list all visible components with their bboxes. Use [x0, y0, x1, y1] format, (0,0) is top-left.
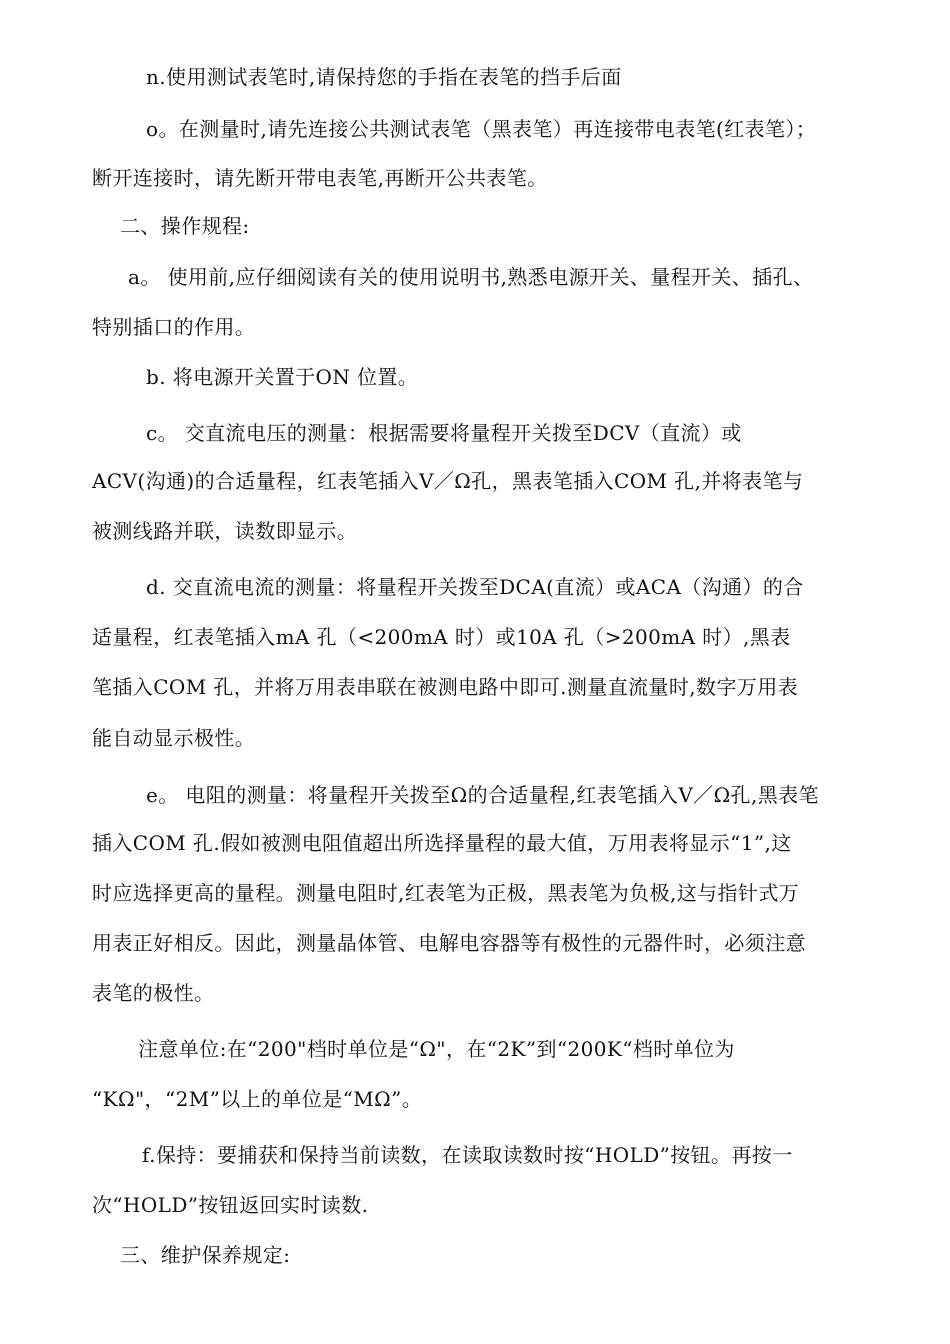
- text-line: n.使用测试表笔时,请保持您的手指在表笔的挡手后面: [146, 65, 622, 89]
- text-line: 笔插入COM 孔，并将万用表串联在被测电路中即可.测量直流量时,数字万用表: [92, 675, 799, 699]
- text-line: 表笔的极性。: [92, 981, 215, 1005]
- text-line: b. 将电源开关置于ON 位置。: [146, 365, 419, 389]
- text-line: 用表正好相反。因此，测量晶体管、电解电容器等有极性的元器件时，必须注意: [92, 931, 806, 955]
- text-line: 能自动显示极性。: [92, 726, 256, 750]
- text-line: 适量程，红表笔插入mA 孔（<200mA 时）或10A 孔（>200mA 时）,黑表: [92, 625, 791, 649]
- note-line: “KΩ"，“2M”以上的单位是“MΩ”。: [92, 1087, 423, 1111]
- section-heading: 二、操作规程:: [120, 214, 250, 238]
- text-line: f.保持：要捕获和保持当前读数，在读取读数时按“HOLD”按钮。再按一: [142, 1143, 793, 1167]
- text-line: 插入COM 孔.假如被测电阻值超出所选择量程的最大值，万用表将显示“1”,这: [92, 831, 792, 855]
- text-line: c。 交直流电压的测量：根据需要将量程开关拨至DCV（直流）或: [146, 421, 742, 445]
- text-line: ACV(沟通)的合适量程，红表笔插入V／Ω孔，黑表笔插入COM 孔,并将表笔与: [92, 469, 804, 493]
- text-line: 被测线路并联，读数即显示。: [92, 519, 358, 543]
- section-heading: 三、维护保养规定:: [120, 1243, 291, 1267]
- text-line: 断开连接时，请先断开带电表笔,再断开公共表笔。: [92, 166, 548, 190]
- text-line: e。 电阻的测量：将量程开关拨至Ω的合适量程,红表笔插入V／Ω孔,黑表笔: [146, 783, 819, 807]
- text-line: o。在测量时,请先连接公共测试表笔（黑表笔）再连接带电表笔(红表笔）；: [146, 117, 817, 141]
- text-line: 次“HOLD”按钮返回实时读数.: [92, 1193, 369, 1217]
- text-line: d. 交直流电流的测量：将量程开关拨至DCA(直流）或ACA（沟通）的合: [146, 575, 804, 599]
- text-line: a。 使用前,应仔细阅读有关的使用说明书,熟悉电源开关、量程开关、插孔、: [128, 265, 814, 289]
- text-line: 时应选择更高的量程。测量电阻时,红表笔为正极，黑表笔为负极,这与指针式万: [92, 881, 800, 905]
- note-line: 注意单位:在“200"档时单位是“Ω"，在“2K”到“200K“档时单位为: [138, 1037, 735, 1061]
- text-line: 特别插口的作用。: [92, 315, 256, 339]
